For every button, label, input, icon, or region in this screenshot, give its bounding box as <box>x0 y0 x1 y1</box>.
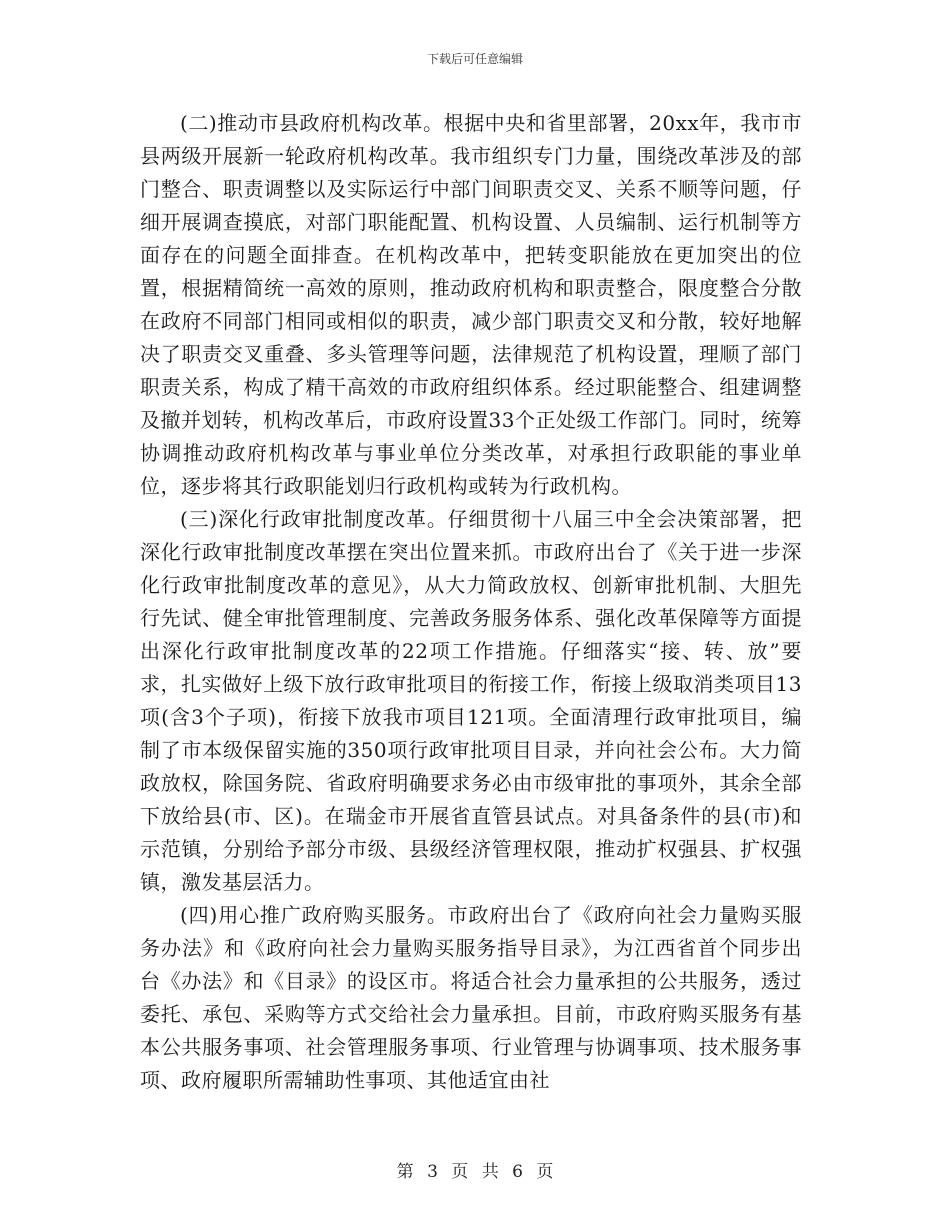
paragraph-section-2: (二)推动市县政府机构改革。根据中央和省里部署，20xx年，我市市县两级开展新一轮政府机构改革。我市组织专门力量，围绕改革涉及的部门整合、职责调整以及实际运行中部门间职责交叉、关系不顺等问题，仔细开展调查摸底，对部门职能配置、机构设置、人员编制、运行机制等方面存在的问题全面排查。在机构改革中，把转变职能放在更加突出的位置，根据精简统一高效的原则，推动政府机构和职责整合，限度整合分散在政府不同部门相同或相似的职责，减少部门职责交叉和分散，较好地解决了职责交叉重叠、多头管理等问题，法律规范了机构设置，理顺了部门职责关系，构成了精干高效的市政府组织体系。经过职能整合、组建调整及撤并划转，机构改革后，市政府设置33个正处级工作部门。同时，统筹协调推动政府机构改革与事业单位分类改革，对承担行政职能的事业单位，逐步将其行政职能划归行政机构或转为行政机构。 <box>140 111 802 498</box>
paragraph-section-3: (三)深化行政审批制度改革。仔细贯彻十八届三中全会决策部署，把深化行政审批制度改革摆在突出位置来抓。市政府出台了《关于进一步深化行政审批制度改革的意见》，从大力简政放权、创新审批机制、大胆先行先试、健全审批管理制度、完善政务服务体系、强化改革保障等方面提出深化行政审批制度改革的22项工作措施。仔细落实“接、转、放”要求，扎实做好上级下放行政审批项目的衔接工作，衔接上级取消类项目13项(含3个子项)，衔接下放我市项目121项。全面清理行政审批项目，编制了市本级保留实施的350项行政审批项目目录，并向社会公布。大力简政放权，除国务院、省政府明确要求务必由市级审批的事项外，其余全部下放给县(市、区)。在瑞金市开展省直管县试点。对具备条件的县(市)和示范镇，分别给予部分市级、县级经济管理权限，推动扩权强县、扩权强镇，激发基层活力。 <box>140 507 802 894</box>
paragraph-section-4: (四)用心推广政府购买服务。市政府出台了《政府向社会力量购买服务办法》和《政府向社会力量购买服务指导目录》，为江西省首个同步出台《办法》和《目录》的设区市。将适合社会力量承担的公共服务，透过委托、承包、采购等方式交给社会力量承担。目前，市政府购买服务有基本公共服务事项、社会管理服务事项、行业管理与协调事项、技术服务事项、政府履职所需辅助性事项、其他适宜由社 <box>140 903 802 1092</box>
page-number: 第 3 页 共 6 页 <box>396 1162 554 1182</box>
page-header-note: 下载后可任意编辑 <box>426 52 523 66</box>
document-body <box>140 107 802 1097</box>
